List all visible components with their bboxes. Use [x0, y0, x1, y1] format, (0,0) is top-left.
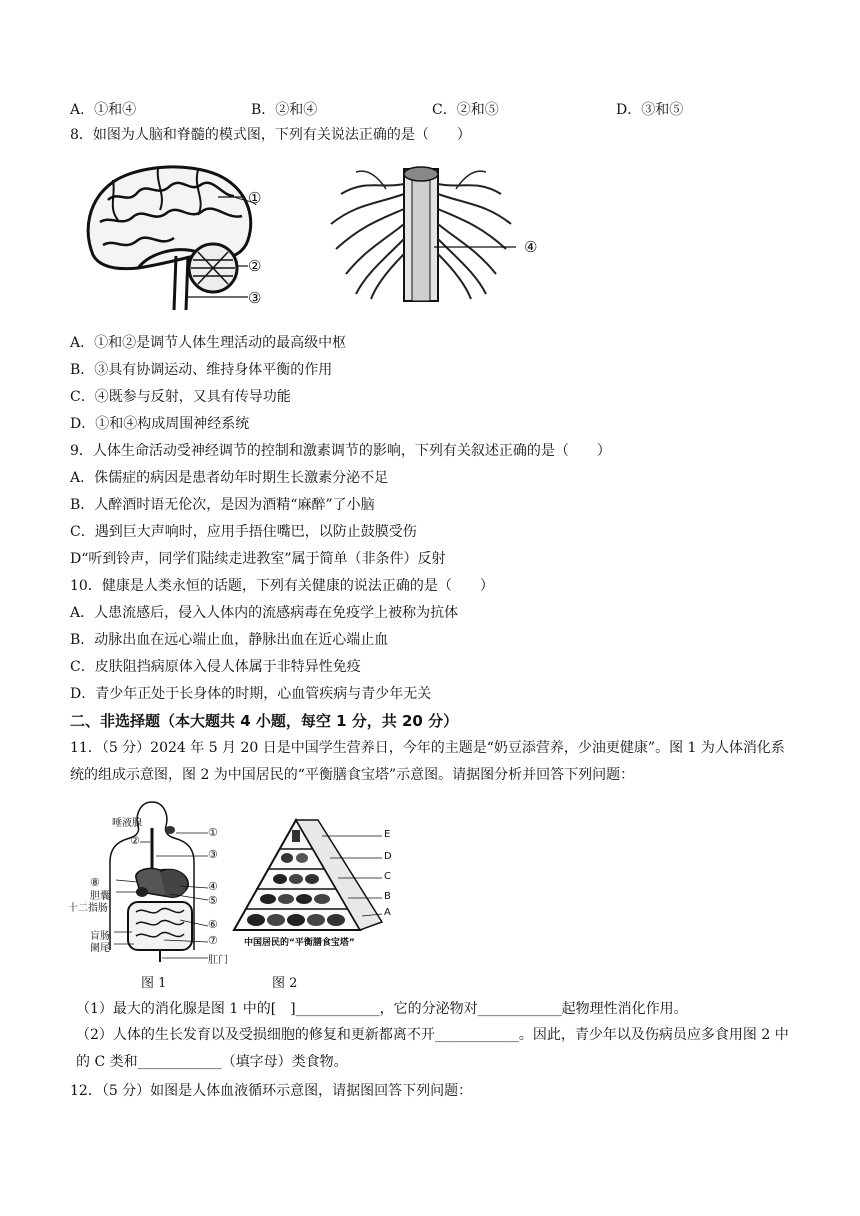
pyramid-letter-e: E	[384, 829, 391, 840]
fig1-label-2: ②	[130, 834, 140, 847]
fig1-label-5: ⑤	[208, 894, 218, 907]
q8-option-d: D．①和④构成周围神经系统	[70, 416, 250, 432]
q7-option-a: A．①和④	[70, 102, 137, 118]
q12-stem: 12．（5 分）如图是人体血液循环示意图，请据图回答下列问题：	[70, 1083, 473, 1099]
fig1-label-1: ①	[208, 826, 218, 839]
q8-option-a: A．①和②是调节人体生理活动的最高级中枢	[70, 335, 347, 351]
fig1-label-7: ⑦	[208, 934, 218, 947]
q10-stem: 10．健康是人类永恒的话题，下列有关健康的说法正确的是（ ）	[70, 578, 494, 594]
label-anus: 肛门	[208, 955, 228, 966]
q11-sub1: （1）最大的消化腺是图 1 中的[ ]____________，它的分泌物对____________起物理性消化作用。	[76, 1001, 688, 1017]
q11-stem: 11．（5 分）2024 年 5 月 20 日是中国学生营养日，今年的主题是“奶豆添营养，少油更健康”。图 1 为人体消化系统的组成示意图，图 2 为中国居民的“平衡膳食宝塔”示意图。请据图分析并回答下列问题：	[70, 740, 785, 783]
brain-label-2: ②	[248, 257, 262, 275]
q10-option-c: C．皮肤阻挡病原体入侵人体属于非特异性免疫	[70, 659, 361, 675]
label-duodenum: 十二指肠	[68, 903, 108, 914]
q8-option-c: C．④既参与反射，又具有传导功能	[70, 389, 291, 405]
q7-option-b: B．②和④	[251, 102, 318, 118]
q10-option-b: B．动脉出血在远心端止血，静脉出血在近心端止血	[70, 632, 389, 648]
q9-option-c: C．遇到巨大声响时，应用手捂住嘴巴，以防止鼓膜受伤	[70, 524, 417, 540]
q8-option-b: B．③具有协调运动、维持身体平衡的作用	[70, 362, 333, 378]
spinal-label-4: ④	[524, 238, 538, 256]
figure-2-caption: 图 2	[272, 976, 298, 991]
q9-option-a: A．侏儒症的病因是患者幼年时期生长激素分泌不足	[70, 470, 389, 486]
fig1-label-8: ⑧	[90, 876, 100, 889]
q7-options	[70, 99, 790, 119]
fig1-label-4: ④	[208, 880, 218, 893]
brain-label-3: ③	[248, 289, 262, 307]
label-salivary-gland: 唾液腺	[112, 818, 142, 829]
q7-option-c: C．②和⑤	[432, 102, 499, 118]
label-cecum: 盲肠	[90, 931, 110, 942]
pyramid-letter-c: C	[384, 871, 391, 882]
spinal-cord-diagram	[326, 164, 522, 304]
fig1-label-6: ⑥	[208, 918, 218, 931]
pyramid-letter-a: A	[384, 907, 391, 918]
q8-stem: 8．如图为人脑和脊髓的模式图，下列有关说法正确的是（ ）	[70, 127, 471, 143]
q11-sub2: （2）人体的生长发育以及受损细胞的修复和更新都离不开____________。因此，青少年以及伤病员应多食用图 2 中的 C 类和____________（填字母）类食物。	[76, 1027, 789, 1070]
q9-option-b: B．人醉酒时语无伦次，是因为酒精“麻醉”了小脑	[70, 497, 375, 513]
label-gallbladder: 胆囊	[90, 891, 110, 902]
q7-option-d: D．③和⑤	[616, 102, 684, 118]
pyramid-title: 中国居民的“平衡膳食宝塔”	[244, 938, 355, 948]
q10-option-d: D．青少年正处于长身体的时期，心血管疾病与青少年无关	[70, 686, 432, 702]
fig1-label-3: ③	[208, 848, 218, 861]
food-pyramid-diagram	[232, 818, 402, 938]
label-appendix: 阑尾	[90, 943, 110, 954]
brain-diagram	[78, 160, 268, 310]
figure-1-caption: 图 1	[141, 976, 167, 991]
q9-option-d: D“听到铃声，同学们陆续走进教室”属于简单（非条件）反射	[70, 551, 446, 567]
q10-option-a: A．人患流感后，侵入人体内的流感病毒在免疫学上被称为抗体	[70, 605, 459, 621]
brain-label-1: ①	[248, 189, 262, 207]
q9-stem: 9．人体生命活动受神经调节的控制和激素调节的影响，下列有关叙述正确的是（ ）	[70, 443, 611, 459]
section-2-heading: 二、非选择题（本大题共 4 小题，每空 1 分，共 20 分）	[70, 712, 459, 730]
pyramid-letter-d: D	[384, 851, 392, 862]
pyramid-letter-b: B	[384, 891, 391, 902]
